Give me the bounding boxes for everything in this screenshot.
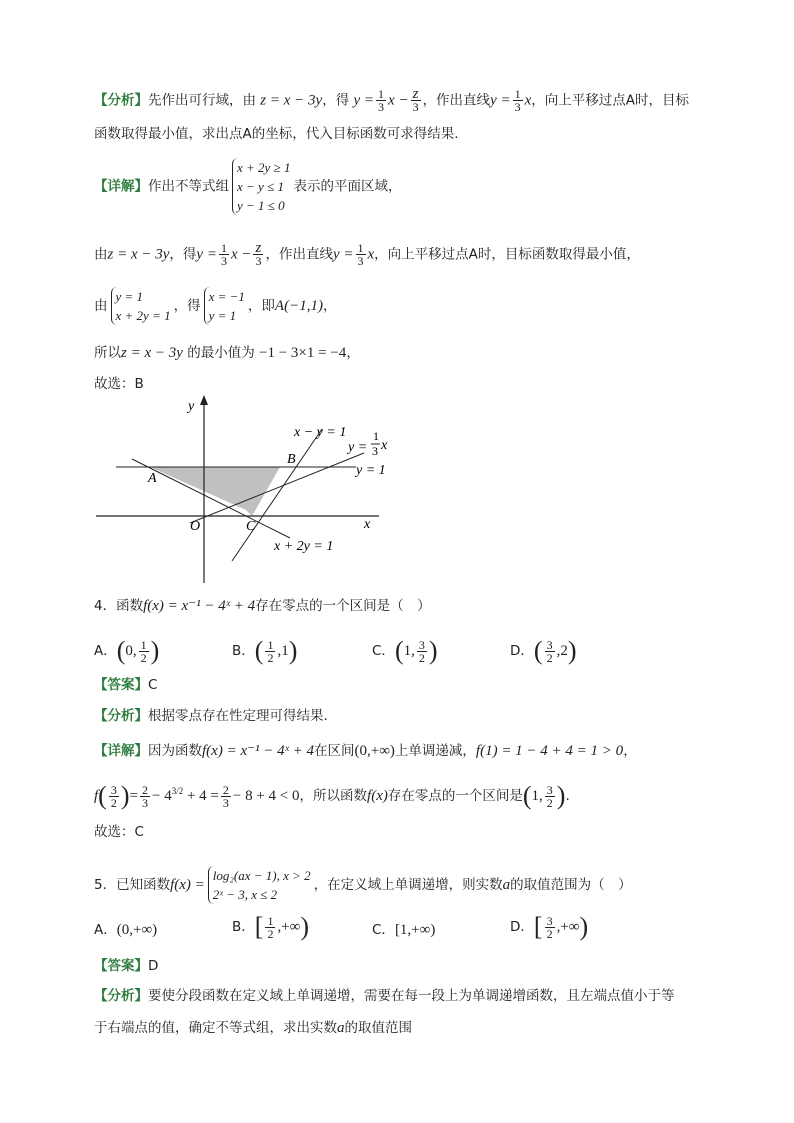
q4-option-d: D．( $\frac{3}{2}$ ,2) <box>510 636 577 665</box>
q5-option-c: C．[1,+∞) <box>372 922 436 938</box>
inequality-system: x + 2y ≥ 1 x − y ≤ 1 y − 1 ≤ 0 <box>232 158 290 215</box>
label-line-y-eq-1: y = 1 <box>356 463 386 478</box>
label-line-x-plus-2y: x + 2y = 1 <box>274 539 334 554</box>
q4-answer: 【答案】C <box>94 677 158 693</box>
label-y: y <box>188 399 195 414</box>
label-x: x <box>364 517 371 532</box>
feasible-region-graph <box>94 393 394 585</box>
q5-analysis-2: 于右端点的值，确定不等式组，求出实数a的取值范围 <box>94 1020 412 1036</box>
q4-final: 故选：C <box>94 824 144 840</box>
q4-option-c: C．(1, $\frac{3}{2}$ ) <box>372 636 438 665</box>
q4-option-a: A．(0, $\frac{1}{2}$ ) <box>94 636 160 665</box>
label-line-x-minus-y: x − y = 1 <box>294 425 347 440</box>
label-o: O <box>190 519 201 534</box>
q4-detail-1: 【详解】因为函数f(x) = x⁻¹ − 4ˣ + 4在区间(0,+∞)上单调递减，f(1) = 1 − 4 + 4 = 1 > 0， <box>94 743 637 759</box>
detail-line-3: 由 y = 1 x + 2y = 1 ，得 x = −1 y = 1 ，即A(−1,1)， <box>94 289 337 323</box>
label-c: C <box>246 519 256 534</box>
shaded-region <box>150 467 280 516</box>
label-line-third-b: x <box>381 438 388 453</box>
q4-stem: 4．函数f(x) = x⁻¹ − 4ˣ + 4存在零点的一个区间是（ ） <box>94 598 431 614</box>
detail-line-2: 由z = x − 3y，得y = $\frac{1}{3}$ x − $\frac{z}{3}$ ，作出直线y = $\frac{1}{3}$ x，向上平移过点A时，目标函数取得最小值， <box>94 240 640 268</box>
y-axis-arrow <box>200 395 208 405</box>
label-frac-num: 1 <box>373 429 379 443</box>
analysis-line-1: 【分析】先作出可行域，由 z = x − 3y，得 y = $\frac{1}{3}$ x − $\frac{z}{3}$ ，作出直线y = $\frac{1}{3}$ x，向上平移过点A时，目标 <box>94 86 690 114</box>
q5-option-a: A．(0,+∞) <box>94 922 158 938</box>
q4-option-b: B．( $\frac{1}{2}$ ,1) <box>232 636 298 665</box>
detail-line-1: 【详解】作出不等式组 x + 2y ≥ 1 x − y ≤ 1 y − 1 ≤ 0 表示的平面区域， <box>94 160 402 213</box>
detail-line-4: 所以z = x − 3y 的最小值为 −1 − 3×1 = −4， <box>94 345 360 361</box>
q5-option-d: D．[ $\frac{3}{2}$ ,+∞) <box>510 912 589 941</box>
q5-analysis-1: 【分析】要使分段函数在定义域上单调递增，需要在每一段上为单调递增函数，且左端点值小于等 <box>94 988 675 1004</box>
q5-option-b: B．[ $\frac{1}{2}$ ,+∞) <box>232 912 310 941</box>
analysis-line-2: 函数取得最小值，求出点A的坐标，代入目标函数可求得结果. <box>94 126 459 142</box>
q5-stem: 5．已知函数f(x) = log₂(ax − 1), x > 2 2ˣ − 3, x ≤ 2 ，在定义域上单调递增，则实数a的取值范围为（ ） <box>94 868 632 902</box>
label-line-third-a: y = <box>348 440 368 455</box>
answer-b: 故选：B <box>94 376 144 392</box>
label-b: B <box>287 452 296 467</box>
q4-detail-2: f( $\frac{3}{2}$ )= $\frac{2}{3}$ − $4^{3/2} + 4$ = $\frac{2}{3}$ − 8 + 4 < 0，所以函数f(x)存在零点的一个区间是(1, $\frac{3}{2}$ ). <box>94 781 570 810</box>
label-frac-den: 3 <box>372 444 378 458</box>
q5-answer: 【答案】D <box>94 958 159 974</box>
q4-analysis: 【分析】根据零点存在性定理可得结果. <box>94 708 328 724</box>
label-a: A <box>148 471 157 486</box>
